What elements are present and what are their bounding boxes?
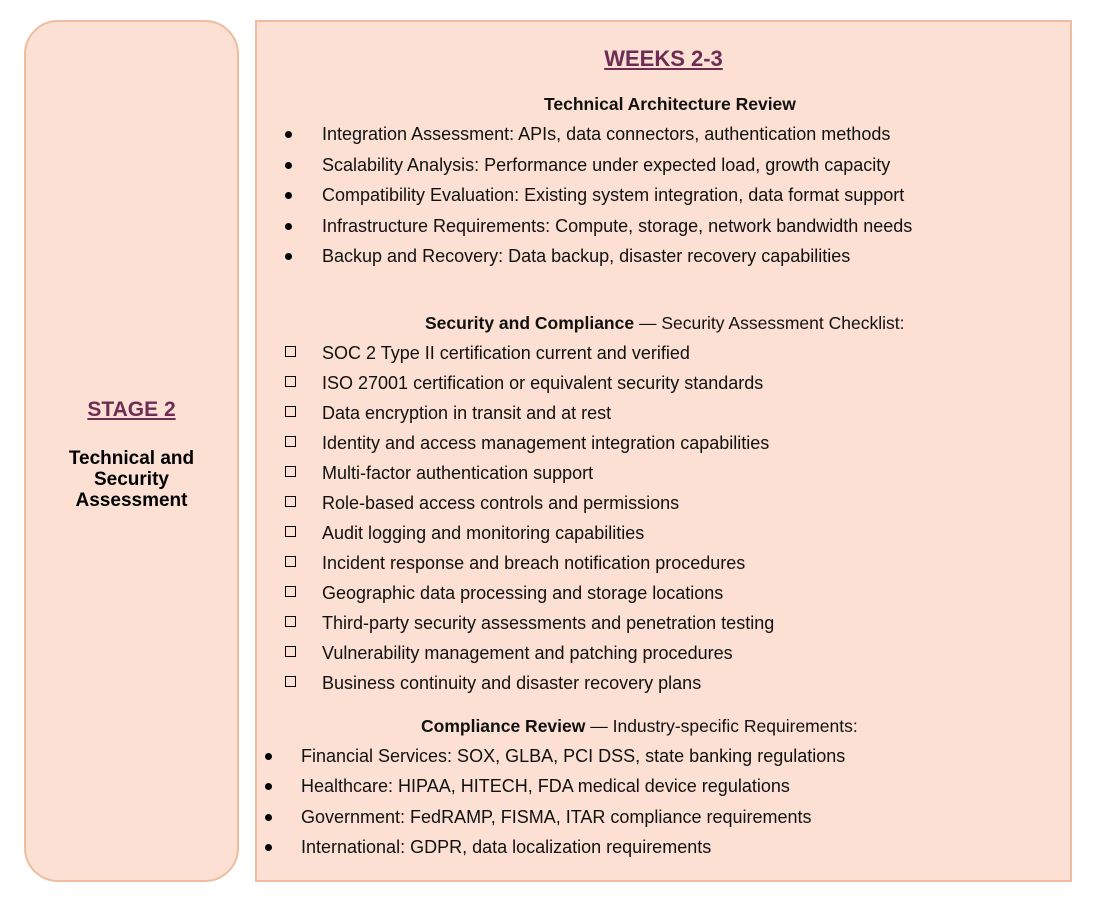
checklist-item [283,672,774,702]
checklist-item [283,372,774,402]
checkbox-icon [285,496,296,507]
architecture-heading [544,93,796,115]
checklist-item-text: Identity and access management integration capabilities [322,433,770,453]
checklist-item [283,402,774,432]
checklist-item [283,552,774,582]
compliance-heading-bold: Compliance Review [421,716,586,736]
bullet-icon [285,192,292,199]
list-item-text: Compatibility Evaluation: Existing system integration, data format support [322,185,905,206]
list-item-text: International: GDPR, data localization requirements [301,836,712,857]
security-heading-bold: Security and Compliance [425,313,635,333]
checklist-item-text: Business continuity and disaster recovery plans [322,673,702,693]
checklist-item [283,582,774,612]
list-item [283,245,912,276]
weeks-title: WEEKS 2-3 [604,46,723,71]
checklist-item-text: Third-party security assessments and penetration testing [322,613,775,633]
checkbox-icon [285,556,296,567]
bullet-icon [265,814,272,821]
checklist-item [283,462,774,492]
checklist-item [283,342,774,372]
checkbox-icon [285,376,296,387]
checkbox-icon [285,586,296,597]
checklist-item [283,432,774,462]
compliance-list [262,745,845,866]
weeks-panel [255,20,1072,882]
checklist-item-text: Geographic data processing and storage locations [322,583,724,603]
compliance-heading [421,715,858,737]
list-item [262,775,845,805]
list-item [262,745,845,775]
checkbox-icon [285,646,296,657]
checkbox-icon [285,436,296,447]
checklist-item-text: ISO 27001 certification or equivalent security standards [322,373,764,393]
list-item [283,184,912,215]
stage-subtitle [26,448,237,511]
checklist-item [283,492,774,522]
list-item [262,806,845,836]
bullet-icon [285,162,292,169]
list-item-text: Government: FedRAMP, FISMA, ITAR compliance requirements [301,806,812,827]
checkbox-icon [285,406,296,417]
bullet-icon [285,253,292,260]
stage-title: STAGE 2 [87,398,176,421]
checkbox-icon [285,676,296,687]
stage-panel [24,20,239,882]
security-heading-rest: — Security Assessment Checklist: [634,313,905,333]
checklist-item-text: Incident response and breach notification procedures [322,553,746,573]
checklist-item-text: Data encryption in transit and at rest [322,403,612,423]
checkbox-icon [285,526,296,537]
checklist-item [283,612,774,642]
list-item-text: Infrastructure Requirements: Compute, storage, network bandwidth needs [322,215,913,236]
list-item-text: Scalability Analysis: Performance under expected load, growth capacity [322,154,891,175]
list-item-text: Healthcare: HIPAA, HITECH, FDA medical device regulations [301,776,790,797]
list-item [283,154,912,185]
bullet-icon [285,131,292,138]
checklist-item-text: SOC 2 Type II certification current and verified [322,343,690,363]
compliance-heading-rest: — Industry-specific Requirements: [585,716,858,736]
checkbox-icon [285,616,296,627]
list-item [262,836,845,866]
bullet-icon [265,844,272,851]
bullet-icon [265,753,272,760]
list-item-text: Integration Assessment: APIs, data connectors, authentication methods [322,124,891,144]
bullet-icon [265,783,272,790]
architecture-heading-text: Technical Architecture Review [544,94,796,114]
list-item [283,215,912,246]
architecture-list [283,123,912,276]
checklist-item-text: Vulnerability management and patching procedures [322,643,733,663]
checkbox-icon [285,346,296,357]
security-checklist [283,342,774,702]
checklist-item [283,522,774,552]
list-item [283,123,912,154]
checklist-item [283,642,774,672]
checklist-item-text: Audit logging and monitoring capabilities [322,523,645,543]
list-item-text: Backup and Recovery: Data backup, disaster recovery capabilities [322,246,851,267]
checklist-item-text: Role-based access controls and permissions [322,493,680,513]
checkbox-icon [285,466,296,477]
list-item-text: Financial Services: SOX, GLBA, PCI DSS, state banking regulations [301,746,846,766]
security-heading [425,312,904,334]
bullet-icon [285,223,292,230]
checklist-item-text: Multi-factor authentication support [322,463,594,483]
stage-subtitle-text: Technical and Security Assessment [68,448,195,511]
